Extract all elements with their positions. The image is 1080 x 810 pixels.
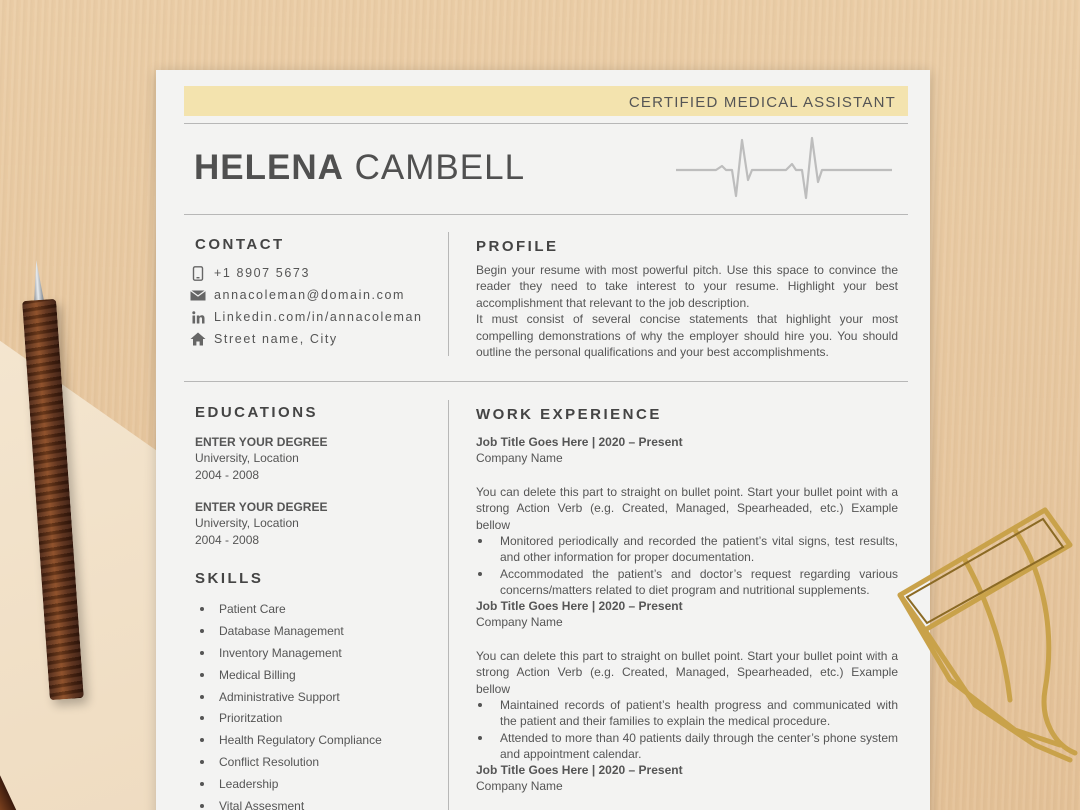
column-divider <box>448 232 449 356</box>
company-name: Company Name <box>476 451 563 466</box>
heartbeat-line-icon <box>676 136 896 206</box>
education-entry <box>195 434 445 483</box>
contact-email <box>189 284 423 306</box>
job-entry <box>476 434 898 599</box>
skill-item <box>200 751 382 773</box>
skill-label: Vital Assesment <box>219 798 305 810</box>
binder-clip <box>895 505 1080 765</box>
bullet-icon <box>200 716 204 720</box>
skill-label: Inventory Management <box>219 645 342 660</box>
contact-email-text: annacoleman@domain.com <box>214 288 406 302</box>
skill-item <box>200 642 382 664</box>
skill-item <box>200 773 382 795</box>
job-bullets <box>476 533 898 599</box>
contact-linkedin <box>189 306 423 328</box>
profile-paragraph-1: Begin your resume with most powerful pitch. Use this space to convince the reader they need to take interest to your resume. Highlight your best accomplishment that relevant to the job description. <box>476 263 898 310</box>
education-school: University, Location <box>195 516 299 531</box>
column-divider <box>448 400 449 810</box>
skill-item <box>200 620 382 642</box>
skill-label: Patient Care <box>219 601 286 616</box>
skill-label: Database Management <box>219 623 344 638</box>
desk-light-panel <box>0 300 160 810</box>
education-entry <box>195 499 445 548</box>
contact-phone <box>189 262 423 284</box>
skill-label: Administrative Support <box>219 689 340 704</box>
skill-label: Health Regulatory Compliance <box>219 733 382 748</box>
skill-item <box>200 686 382 708</box>
last-name: CAMBELL <box>354 148 526 187</box>
job-bullet: Accommodated the patient’s and doctor’s request regarding various concerns/matters related to diet program and nutritional supplements. <box>476 566 898 599</box>
contact-address-text: Street name, City <box>214 332 338 346</box>
bullet-icon <box>200 629 204 633</box>
candidate-name <box>194 148 525 188</box>
contact-list <box>189 262 423 350</box>
home-icon <box>189 332 207 346</box>
skill-item <box>200 795 382 810</box>
contact-address <box>189 328 423 350</box>
resume-sheet <box>156 70 930 810</box>
skill-label: Leadership <box>219 777 279 792</box>
company-name: Company Name <box>476 615 563 630</box>
bullet-icon <box>200 782 204 786</box>
educations-heading: EDUCATIONS <box>195 404 319 421</box>
divider <box>184 123 908 124</box>
job-entry <box>476 598 898 763</box>
mail-icon <box>189 288 207 302</box>
bullet-icon <box>200 738 204 742</box>
pen-tip <box>31 260 44 303</box>
education-years: 2004 - 2008 <box>195 532 260 547</box>
first-name: HELENA <box>194 148 344 187</box>
work-experience-heading: WORK EXPERIENCE <box>476 406 662 423</box>
job-title: Job Title Goes Here | 2020 – Present <box>476 763 683 777</box>
job-bullet: Monitored periodically and recorded the patient’s vital signs, test results, and other information for proper documentation. <box>476 533 898 566</box>
bullet-icon <box>200 695 204 699</box>
skill-item <box>200 664 382 686</box>
job-entry <box>476 762 898 795</box>
profile-paragraph-2: It must consist of several concise statements that highlight your most compelling demonstrations of why the employer should hire you. You should outline the personal qualifications and your best accomplishments. <box>476 312 898 360</box>
divider <box>184 381 908 382</box>
education-degree: ENTER YOUR DEGREE <box>195 500 328 514</box>
education-degree: ENTER YOUR DEGREE <box>195 435 328 449</box>
bullet-icon <box>200 673 204 677</box>
bullet-icon <box>200 607 204 611</box>
contact-linkedin-text: Linkedin.com/in/annacoleman <box>214 310 423 324</box>
contact-heading: CONTACT <box>195 236 285 253</box>
job-bullet: Maintained records of patient’s health progress and communicated with the patient and their families to explain the medical procedure. <box>476 697 898 730</box>
skills-heading: SKILLS <box>195 570 264 587</box>
phone-icon <box>189 266 207 280</box>
contact-phone-text: +1 8907 5673 <box>214 266 311 280</box>
education-school: University, Location <box>195 451 299 466</box>
skill-label: Prioritzation <box>219 711 283 726</box>
education-years: 2004 - 2008 <box>195 467 260 482</box>
bullet-icon <box>200 651 204 655</box>
bullet-icon <box>200 760 204 764</box>
title-bar <box>184 86 908 116</box>
profile-text <box>476 262 898 360</box>
linkedin-icon <box>189 310 207 324</box>
skill-item <box>200 598 382 620</box>
job-description: You can delete this part to straight on bullet point. Start your bullet point with a strong Action Verb (e.g. Created, Managed, Spearheaded, etc.) Example bellow <box>476 648 898 696</box>
skill-item <box>200 729 382 751</box>
skills-list <box>200 598 382 810</box>
job-title: Job Title Goes Here | 2020 – Present <box>476 435 683 449</box>
divider <box>184 214 908 215</box>
skill-item <box>200 707 382 729</box>
skill-label: Conflict Resolution <box>219 755 320 770</box>
job-description: You can delete this part to straight on bullet point. Start your bullet point with a strong Action Verb (e.g. Created, Managed, Spearheaded, etc.) Example bellow <box>476 484 898 532</box>
bullet-icon <box>200 804 204 808</box>
skill-label: Medical Billing <box>219 667 296 682</box>
company-name: Company Name <box>476 779 563 794</box>
profile-heading: PROFILE <box>476 238 559 255</box>
job-bullet: Attended to more than 40 patients daily through the center’s phone system and appointment calendar. <box>476 730 898 763</box>
job-bullets <box>476 697 898 763</box>
job-title-banner: CERTIFIED MEDICAL ASSISTANT <box>628 94 896 111</box>
job-title: Job Title Goes Here | 2020 – Present <box>476 599 683 613</box>
